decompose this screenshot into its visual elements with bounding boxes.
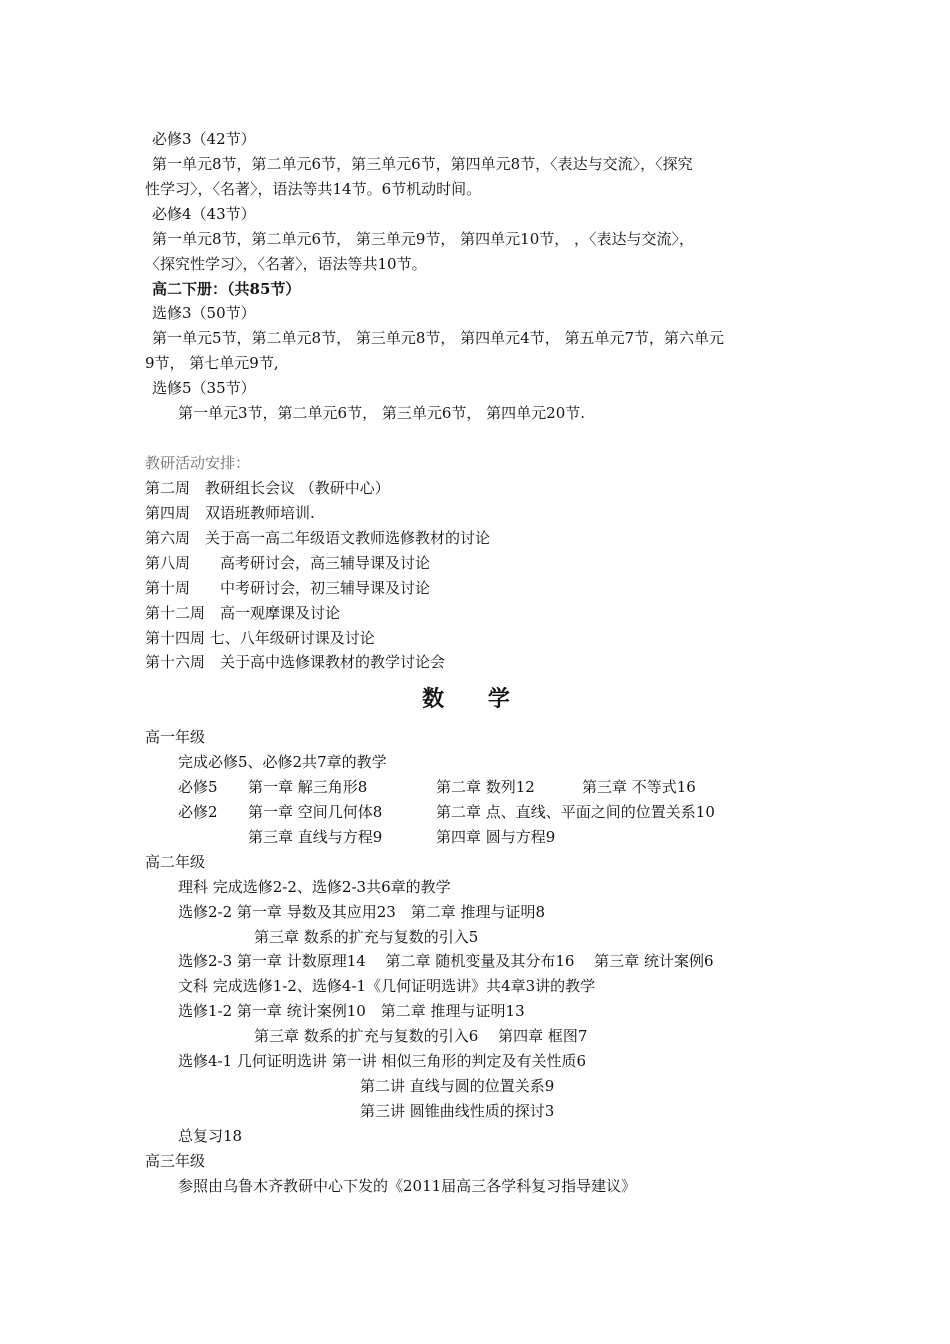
- math-grade1-intro: 完成必修5、必修2共7章的教学: [178, 753, 387, 771]
- bixiu4-title: 必修4（43节）: [152, 205, 256, 223]
- math-grade2-science-intro: 理科 完成选修2-2、选修2-3共6章的教学: [178, 878, 451, 896]
- math-section-title: 数 学: [422, 686, 528, 712]
- activity-item: 第十四周 七、八年级研讨课及讨论: [145, 629, 375, 647]
- bixiu4-line-2: 〈探究性学习〉，〈名著〉，语法等共10节。: [145, 255, 427, 273]
- math-grade3-label: 高三年级: [145, 1152, 206, 1170]
- bixiu5-chapter-3: 第三章 不等式16: [582, 778, 696, 796]
- xuanxiu3-line-2: 9节， 第七单元9节,: [145, 354, 279, 372]
- bixiu2-chapter-2: 第二章 点、直线、平面之间的位置关系10: [436, 803, 715, 821]
- xuanxiu3-title: 选修3（50节）: [152, 304, 256, 322]
- bixiu2-name: 必修2: [178, 803, 218, 821]
- math-grade2-review: 总复习18: [178, 1127, 243, 1145]
- math-grade2-label: 高二年级: [145, 853, 206, 871]
- activities-heading: 教研活动安排：: [145, 454, 251, 472]
- xuanxiu5-title: 选修5（35节）: [152, 379, 256, 397]
- bixiu5-chapter-1: 第一章 解三角形8: [248, 778, 368, 796]
- grade2-second-term-heading: 高二下册：（共85节）: [152, 280, 301, 298]
- activity-item: 第六周 关于高一高二年级语文教师选修教材的讨论: [145, 529, 491, 547]
- xuanxiu41-line-2: 第二讲 直线与圆的位置关系9: [360, 1077, 555, 1095]
- activity-item: 第四周 双语班教师培训.: [145, 504, 315, 522]
- bixiu3-line-2: 性学习〉，〈名著〉，语法等共14节。6节机动时间。: [145, 180, 482, 198]
- xuanxiu22-line-1: 选修2-2 第一章 导数及其应用23 第二章 推理与证明8: [178, 903, 546, 921]
- bixiu2-chapter-4: 第四章 圆与方程9: [436, 828, 556, 846]
- xuanxiu12-line-2: 第三章 数系的扩充与复数的引入6 第四章 框图7: [254, 1027, 588, 1045]
- bixiu2-chapter-1: 第一章 空间几何体8: [248, 803, 383, 821]
- activity-item: 第八周 高考研讨会，高三辅导课及讨论: [145, 554, 431, 572]
- math-grade2-arts-intro: 文科 完成选修1-2、选修4-1《几何证明选讲》共4章3讲的教学: [178, 977, 596, 995]
- bixiu3-line-1: 第一单元8节，第二单元6节，第三单元6节，第四单元8节，〈表达与交流〉，〈探究: [152, 155, 693, 173]
- xuanxiu22-line-2: 第三章 数系的扩充与复数的引入5: [254, 928, 479, 946]
- xuanxiu41-line-3: 第三讲 圆锥曲线性质的探讨3: [360, 1102, 555, 1120]
- bixiu3-title: 必修3（42节）: [152, 130, 256, 148]
- math-grade1-label: 高一年级: [145, 728, 206, 746]
- math-grade3-text: 参照由乌鲁木齐教研中心下发的《2011届高三各学科复习指导建议》: [178, 1177, 637, 1195]
- xuanxiu12-line-1: 选修1-2 第一章 统计案例10 第二章 推理与证明13: [178, 1002, 525, 1020]
- activity-item: 第十六周 关于高中选修课教材的教学讨论会: [145, 653, 446, 671]
- xuanxiu23-line: 选修2-3 第一章 计数原理14 第二章 随机变量及其分布16 第三章 统计案例6: [178, 952, 714, 970]
- bixiu5-name: 必修5: [178, 778, 218, 796]
- activity-item: 第十二周 高一观摩课及讨论: [145, 604, 341, 622]
- activity-item: 第十周 中考研讨会，初三辅导课及讨论: [145, 579, 431, 597]
- activity-item: 第二周 教研组长会议 （教研中心）: [145, 479, 390, 497]
- bixiu2-chapter-3: 第三章 直线与方程9: [248, 828, 383, 846]
- xuanxiu3-line-1: 第一单元5节，第二单元8节， 第三单元8节， 第四单元4节， 第五单元7节，第六单元: [152, 329, 725, 347]
- xuanxiu5-line-1: 第一单元3节，第二单元6节， 第三单元6节， 第四单元20节.: [178, 404, 586, 422]
- bixiu5-chapter-2: 第二章 数列12: [436, 778, 535, 796]
- xuanxiu41-line-1: 选修4-1 几何证明选讲 第一讲 相似三角形的判定及有关性质6: [178, 1052, 587, 1070]
- bixiu4-line-1: 第一单元8节，第二单元6节， 第三单元9节， 第四单元10节， ，〈表达与交流〉，: [152, 230, 695, 248]
